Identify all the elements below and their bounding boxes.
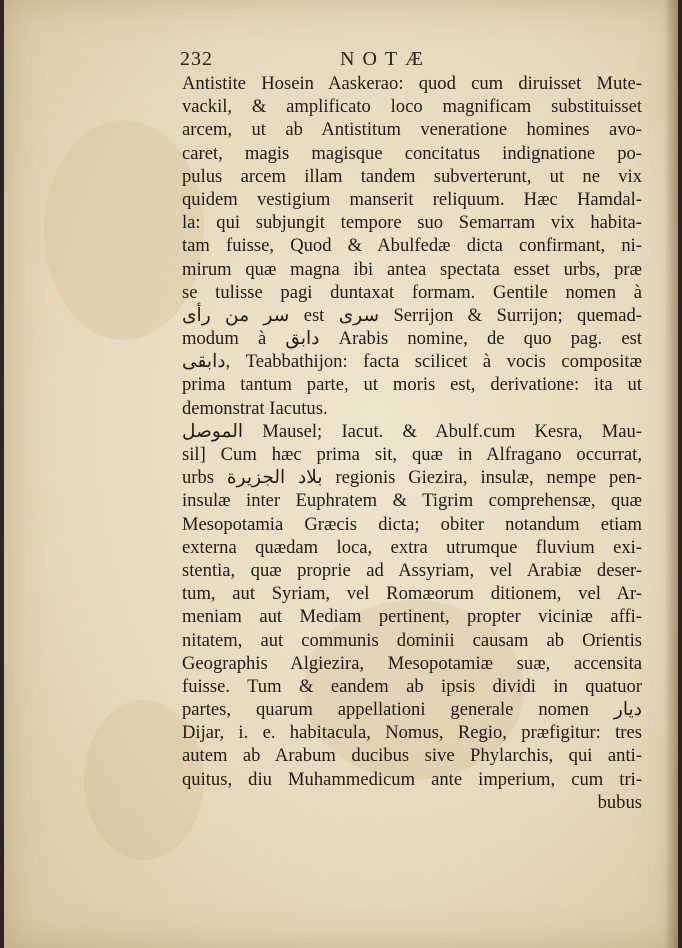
text-line: Dijar, i. e. habitacula, Nomus, Regio, præfigitur: tres xyxy=(182,722,642,744)
text-line: demonstrat Iacutus. xyxy=(182,397,328,419)
text-line: quitus, diu Muhammedicum ante imperium, cum tri- xyxy=(182,768,642,790)
text-line: tam fuisse, Quod & Abulfedæ dicta confirmant, ni- xyxy=(182,235,642,257)
page-gutter-shadow xyxy=(664,0,678,948)
text-line: sil] Cum hæc prima sit, quæ in Alfragano occurrat, xyxy=(182,444,642,465)
text-line: mirum quæ magna ibi antea spectata esset urbs, præ xyxy=(182,258,642,280)
running-head: NOTÆ xyxy=(340,48,431,70)
text-line: Antistite Hosein Aaskerao: quod cum diruisset Mute- xyxy=(182,73,642,94)
text-line: insulæ inter Euphratem & Tigrim comprehensæ, quæ xyxy=(182,490,642,512)
text-line: urbs بلاد الجزيرة regionis Giezira, insulæ, nempe pen- xyxy=(182,467,642,489)
text-line: سر من رأى est سرى Serrijon & Surrijon; quemad- xyxy=(182,304,642,326)
text-line: stentia, quæ proprie ad Assyriam, vel Arabiæ deser- xyxy=(182,559,642,581)
text-line: Mesopotamia Græcis dicta; obiter notandum etiam xyxy=(182,513,642,535)
paper-stain xyxy=(44,120,204,340)
text-line: vackil, & amplificato loco magnificam substituisset xyxy=(182,96,642,118)
text-line: partes, quarum appellationi generale nomen ديار xyxy=(182,699,642,721)
text-line: nitatem, aut communis dominii causam ab Orientis xyxy=(182,629,642,651)
text-line: meniam aut Mediam pertinent, propter viciniæ affi- xyxy=(182,606,642,628)
text-line: pulus arcem illam tandem subverterunt, ut ne vix xyxy=(182,165,642,187)
text-line: se tulisse pagi duntaxat formam. Gentile nomen à xyxy=(182,281,642,303)
catchword: bubus xyxy=(597,791,642,813)
text-line: autem ab Arabum ducibus sive Phylarchis, qui anti- xyxy=(182,745,642,767)
text-line: quidem vestigium manserit reliquum. Hæc Hamdal- xyxy=(182,188,642,210)
text-line: la: qui subjungit tempore suo Semarram vix habita- xyxy=(182,212,642,234)
text-line: caret, magis magisque concitatus indignatione po- xyxy=(182,142,642,164)
book-page xyxy=(4,0,678,948)
page-number: 232 xyxy=(180,48,213,70)
text-line: tum, aut Syriam, vel Romæorum ditionem, vel Ar- xyxy=(182,583,642,605)
text-line: الموصل Mausel; Iacut. & Abulf.cum Kesra, Mau- xyxy=(182,420,642,442)
text-line: externa quædam loca, extra utrumque fluvium exi- xyxy=(182,536,642,558)
text-line: prima tantum parte, ut moris est, derivatione: ita ut xyxy=(182,374,642,396)
text-line: fuisse. Tum & eandem ab ipsis dividi in quatuor xyxy=(182,675,642,697)
text-line: arcem, ut ab Antistitum veneratione homines avo- xyxy=(182,119,642,141)
body-text xyxy=(182,72,642,814)
text-line: دابقى, Teabbathijon: facta scilicet à vocis compositæ xyxy=(182,351,642,373)
page-header xyxy=(180,48,640,72)
text-line: Geographis Algiezira, Mesopotamiæ suæ, accensita xyxy=(182,652,642,674)
text-line: modum à دابق Arabis nomine, de quo pag. est xyxy=(182,328,642,350)
